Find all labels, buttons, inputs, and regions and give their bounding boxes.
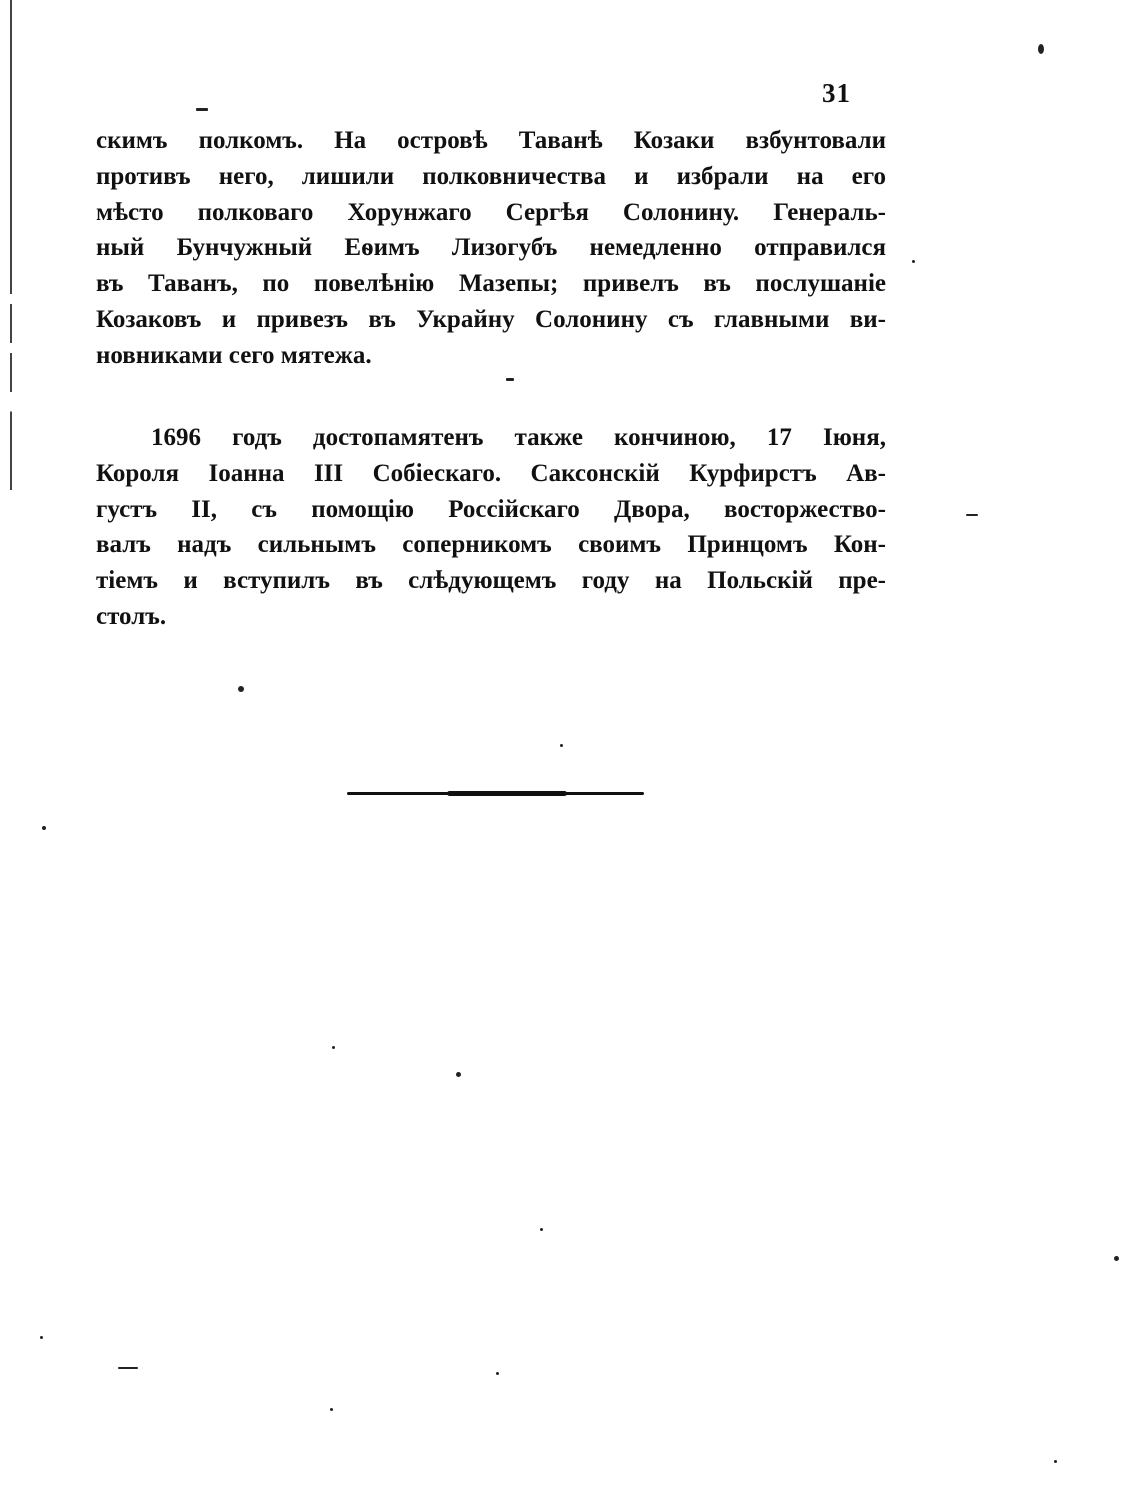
scan-speck [40, 1336, 43, 1339]
page-number: 31 [822, 78, 851, 108]
paragraph-line: мѣсто полковаго Хорунжаго Сергѣя Солонину. Генераль- [96, 198, 886, 226]
paragraph-line: валъ надъ сильнымъ соперникомъ своимъ Принцомъ Кон- [96, 531, 886, 559]
paragraph-line: противъ него, лишили полковничества и избрали на его [96, 162, 886, 190]
scan-speck [118, 1367, 138, 1369]
scan-speck [1054, 1460, 1057, 1463]
scan-speck [332, 1046, 335, 1049]
paragraph-line: 1696 годъ достопамятенъ также кончиною, 17 Іюня, [151, 424, 886, 451]
scan-speck [540, 1228, 543, 1231]
paragraph-line: скимъ полкомъ. На островѣ Таванѣ Козаки взбунтовали [96, 127, 886, 154]
paragraph-line: столъ. [96, 602, 167, 630]
scan-speck [912, 260, 915, 263]
section-end-rule [347, 792, 644, 795]
paragraph-2 [96, 420, 886, 635]
paragraph-line: тіемъ и вступилъ въ слѣдующемъ году на Польскій пре- [96, 567, 886, 595]
paragraph-line: Короля Іоанна III Собіескаго. Саксонскій Курфирстъ Ав- [96, 459, 886, 487]
scan-speck [560, 744, 563, 747]
scan-speck [456, 1072, 461, 1077]
scan-speck [330, 1408, 333, 1411]
paragraph-line: новниками сего мятежа. [96, 341, 372, 369]
scan-speck [966, 514, 978, 516]
scan-speck [496, 1372, 499, 1375]
scan-speck [506, 378, 514, 381]
paragraph-line: густъ II, съ помощію Россійскаго Двора, восторжество- [96, 495, 886, 523]
scan-speck [1114, 1256, 1119, 1261]
binding-edge-mark [10, 0, 12, 490]
scan-speck [238, 686, 244, 692]
paragraph-1 [96, 123, 886, 374]
paragraph-line: въ Таванъ, по повелѣнію Мазепы; привелъ въ послушаніе [96, 270, 886, 298]
paragraph-line: Козаковъ и привезъ въ Украйну Солонину съ главными ви- [96, 305, 886, 333]
scan-speck [196, 108, 208, 111]
scan-speck [1038, 44, 1044, 54]
paragraph-line: ный Бунчужный Еѳимъ Лизогубъ немедленно отправился [96, 234, 886, 262]
scan-speck [42, 826, 46, 830]
